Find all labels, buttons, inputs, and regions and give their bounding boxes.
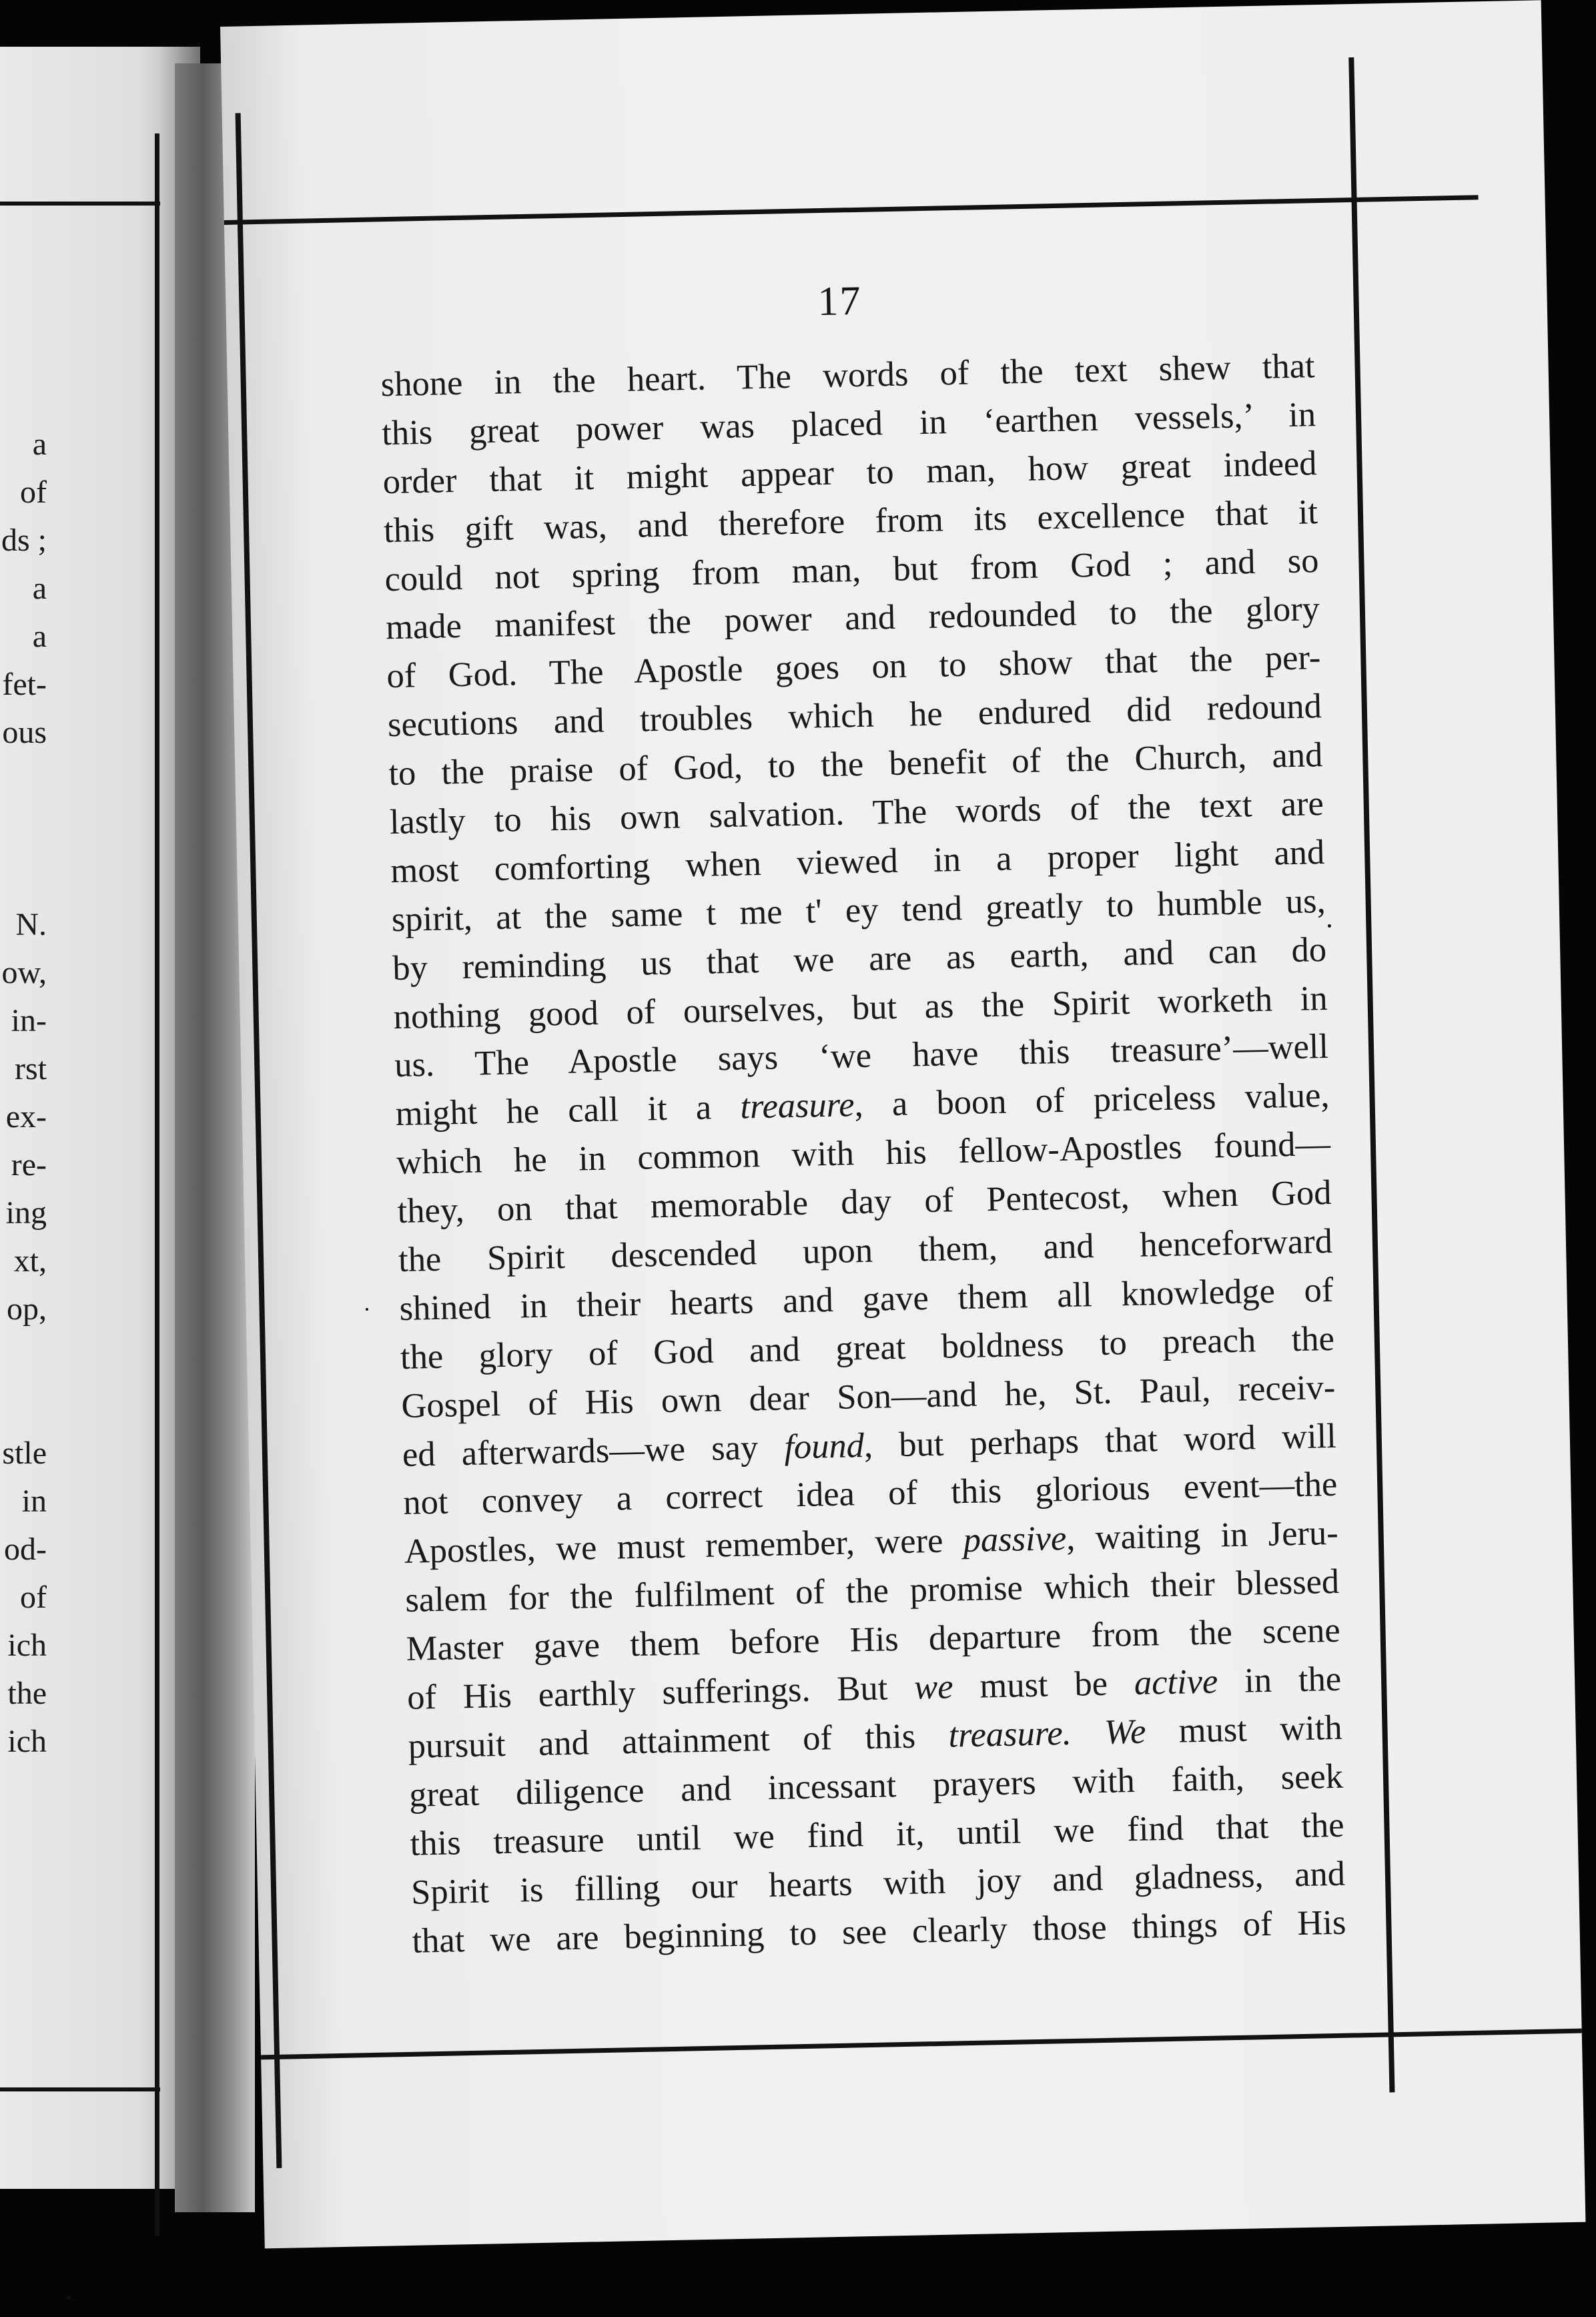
previous-page-line-fragment: a: [32, 619, 47, 654]
text-run: secutions and troubles which he endured did redound: [387, 687, 1322, 745]
scan-speck: [366, 1308, 368, 1311]
text-run: must be: [952, 1664, 1135, 1706]
text-run: Master gave them before His departure from the scene: [406, 1610, 1341, 1669]
previous-page-line-fragment: [0, 1333, 47, 1381]
scan-speck: [1328, 924, 1331, 928]
previous-page-line-fragment: stle: [2, 1435, 47, 1471]
text-run: this gift was, and therefore from its excellence that it: [383, 492, 1318, 550]
previous-page-line-fragment: ds ;: [1, 523, 47, 558]
text-run: , waiting in Jeru-: [1066, 1514, 1339, 1558]
text-run: ed afterwards—we say: [402, 1427, 785, 1474]
text-run: lastly to his own salvation. The words of the text are: [389, 784, 1324, 842]
italic-text: found: [783, 1425, 865, 1467]
previous-page-line-fragment: a: [32, 571, 47, 606]
previous-page-line-fragment: ow,: [1, 955, 47, 990]
previous-page-line-fragment: of: [20, 1580, 47, 1615]
previous-page-line-fragment: re-: [11, 1147, 47, 1183]
text-run: Spirit is filling our hearts with joy and gladness, and: [410, 1854, 1346, 1912]
page: [220, 0, 1585, 2248]
text-run: not convey a correct idea of this glorious event—the: [402, 1465, 1338, 1523]
text-run: pursuit and attainment of this: [408, 1716, 949, 1766]
previous-page-text-fragments: [0, 420, 47, 1766]
italic-text: treasure.: [947, 1713, 1072, 1755]
text-run: in the: [1217, 1659, 1342, 1701]
italic-text: we: [913, 1667, 954, 1707]
text-run: they, on that memorable day of Pentecost, when God: [397, 1173, 1332, 1231]
previous-page-line-fragment: xt,: [13, 1243, 47, 1279]
previous-page-line-fragment: [0, 1381, 47, 1429]
text-run: shone in the heart. The words of the text shew that: [380, 346, 1316, 404]
text-run: , a boon of priceless value,: [853, 1076, 1330, 1124]
previous-page-line-fragment: in: [21, 1483, 47, 1519]
text-run: to the praise of God, to the benefit of the Church, and: [388, 735, 1323, 793]
previous-page-line-fragment: ich: [7, 1724, 47, 1759]
scan-speck: [67, 2296, 71, 2300]
previous-page-line-fragment: fet-: [2, 667, 47, 702]
frame-top-rule: [224, 195, 1479, 225]
text-run: spirit, at the same t me t' ey tend greatly to humble us,: [391, 881, 1326, 939]
page-number: 17: [817, 278, 863, 325]
text-run: the glory of God and great boldness to preach the: [400, 1319, 1335, 1377]
text-run: , but perhaps that word will: [863, 1416, 1337, 1465]
text-run: by reminding us that we are as earth, and can do: [392, 930, 1327, 988]
text-run: that we are beginning to see clearly those things of His: [412, 1903, 1346, 1961]
previous-page-line-fragment: ing: [5, 1195, 47, 1231]
text-run: of God. The Apostle goes on to show that the per-: [386, 638, 1321, 696]
frame-right-rule: [1348, 57, 1394, 2093]
text-run: order that it might appear to man, how great indeed: [382, 443, 1318, 502]
previous-page-line-fragment: [0, 757, 47, 805]
previous-page-line-fragment: N.: [15, 907, 47, 942]
previous-page-line-fragment: od-: [4, 1532, 47, 1567]
text-run: [1071, 1713, 1105, 1752]
text-run: nothing good of ourselves, but as the Spirit worketh in: [393, 978, 1328, 1036]
previous-page-line-fragment: ich: [7, 1628, 47, 1663]
previous-page-line-fragment: a: [32, 426, 47, 462]
previous-page-line-fragment: the: [7, 1676, 47, 1711]
previous-page-top-rule: [0, 202, 160, 206]
text-run: made manifest the power and redounded to the glory: [385, 589, 1320, 647]
text-run: of His earthly sufferings. But: [406, 1668, 915, 1717]
previous-page-line-fragment: rst: [15, 1051, 47, 1086]
text-run: might he call it a: [395, 1088, 741, 1134]
text-run: the Spirit descended upon them, and henceforward: [398, 1221, 1333, 1280]
text-run: which he in common with his fellow-Apostles found—: [396, 1124, 1331, 1183]
previous-page-bottom-rule: [0, 2087, 160, 2091]
frame-bottom-rule: [261, 2029, 1582, 2060]
previous-page-line-fragment: [0, 853, 47, 901]
previous-page-line-fragment: in-: [11, 1003, 47, 1038]
text-run: this great power was placed in ‘earthen vessels,’ in: [381, 395, 1316, 453]
italic-text: treasure: [739, 1085, 855, 1127]
text-run: this treasure until we find it, until we find that the: [410, 1805, 1344, 1863]
text-run: most comforting when viewed in a proper light and: [390, 832, 1325, 891]
text-run: shined in their hearts and gave them all knowledge of: [399, 1270, 1334, 1328]
text-run: could not spring from man, but from God ; and so: [384, 541, 1319, 599]
text-run: us. The Apostle says ‘we have this treasure’—well: [394, 1027, 1329, 1085]
text-run: Gospel of His own dear Son—and he, St. Paul, receiv-: [400, 1367, 1336, 1425]
previous-page-line-fragment: of: [20, 474, 47, 510]
text-run: Apostles, we must remember, were: [404, 1521, 964, 1572]
previous-page-right-rule: [155, 133, 159, 2236]
italic-text: passive: [963, 1519, 1067, 1560]
text-run: must with: [1145, 1708, 1343, 1751]
previous-page-line-fragment: op,: [7, 1291, 47, 1327]
italic-text: active: [1134, 1662, 1218, 1703]
body-text: [380, 342, 1346, 1965]
previous-page-line-fragment: [0, 805, 47, 853]
text-run: great diligence and incessant prayers with faith, seek: [408, 1756, 1344, 1814]
italic-text: We: [1104, 1712, 1146, 1752]
previous-page-line-fragment: ex-: [5, 1099, 47, 1134]
text-run: salem for the fulfilment of the promise which their blessed: [404, 1562, 1340, 1620]
previous-page-line-fragment: ous: [2, 715, 47, 750]
